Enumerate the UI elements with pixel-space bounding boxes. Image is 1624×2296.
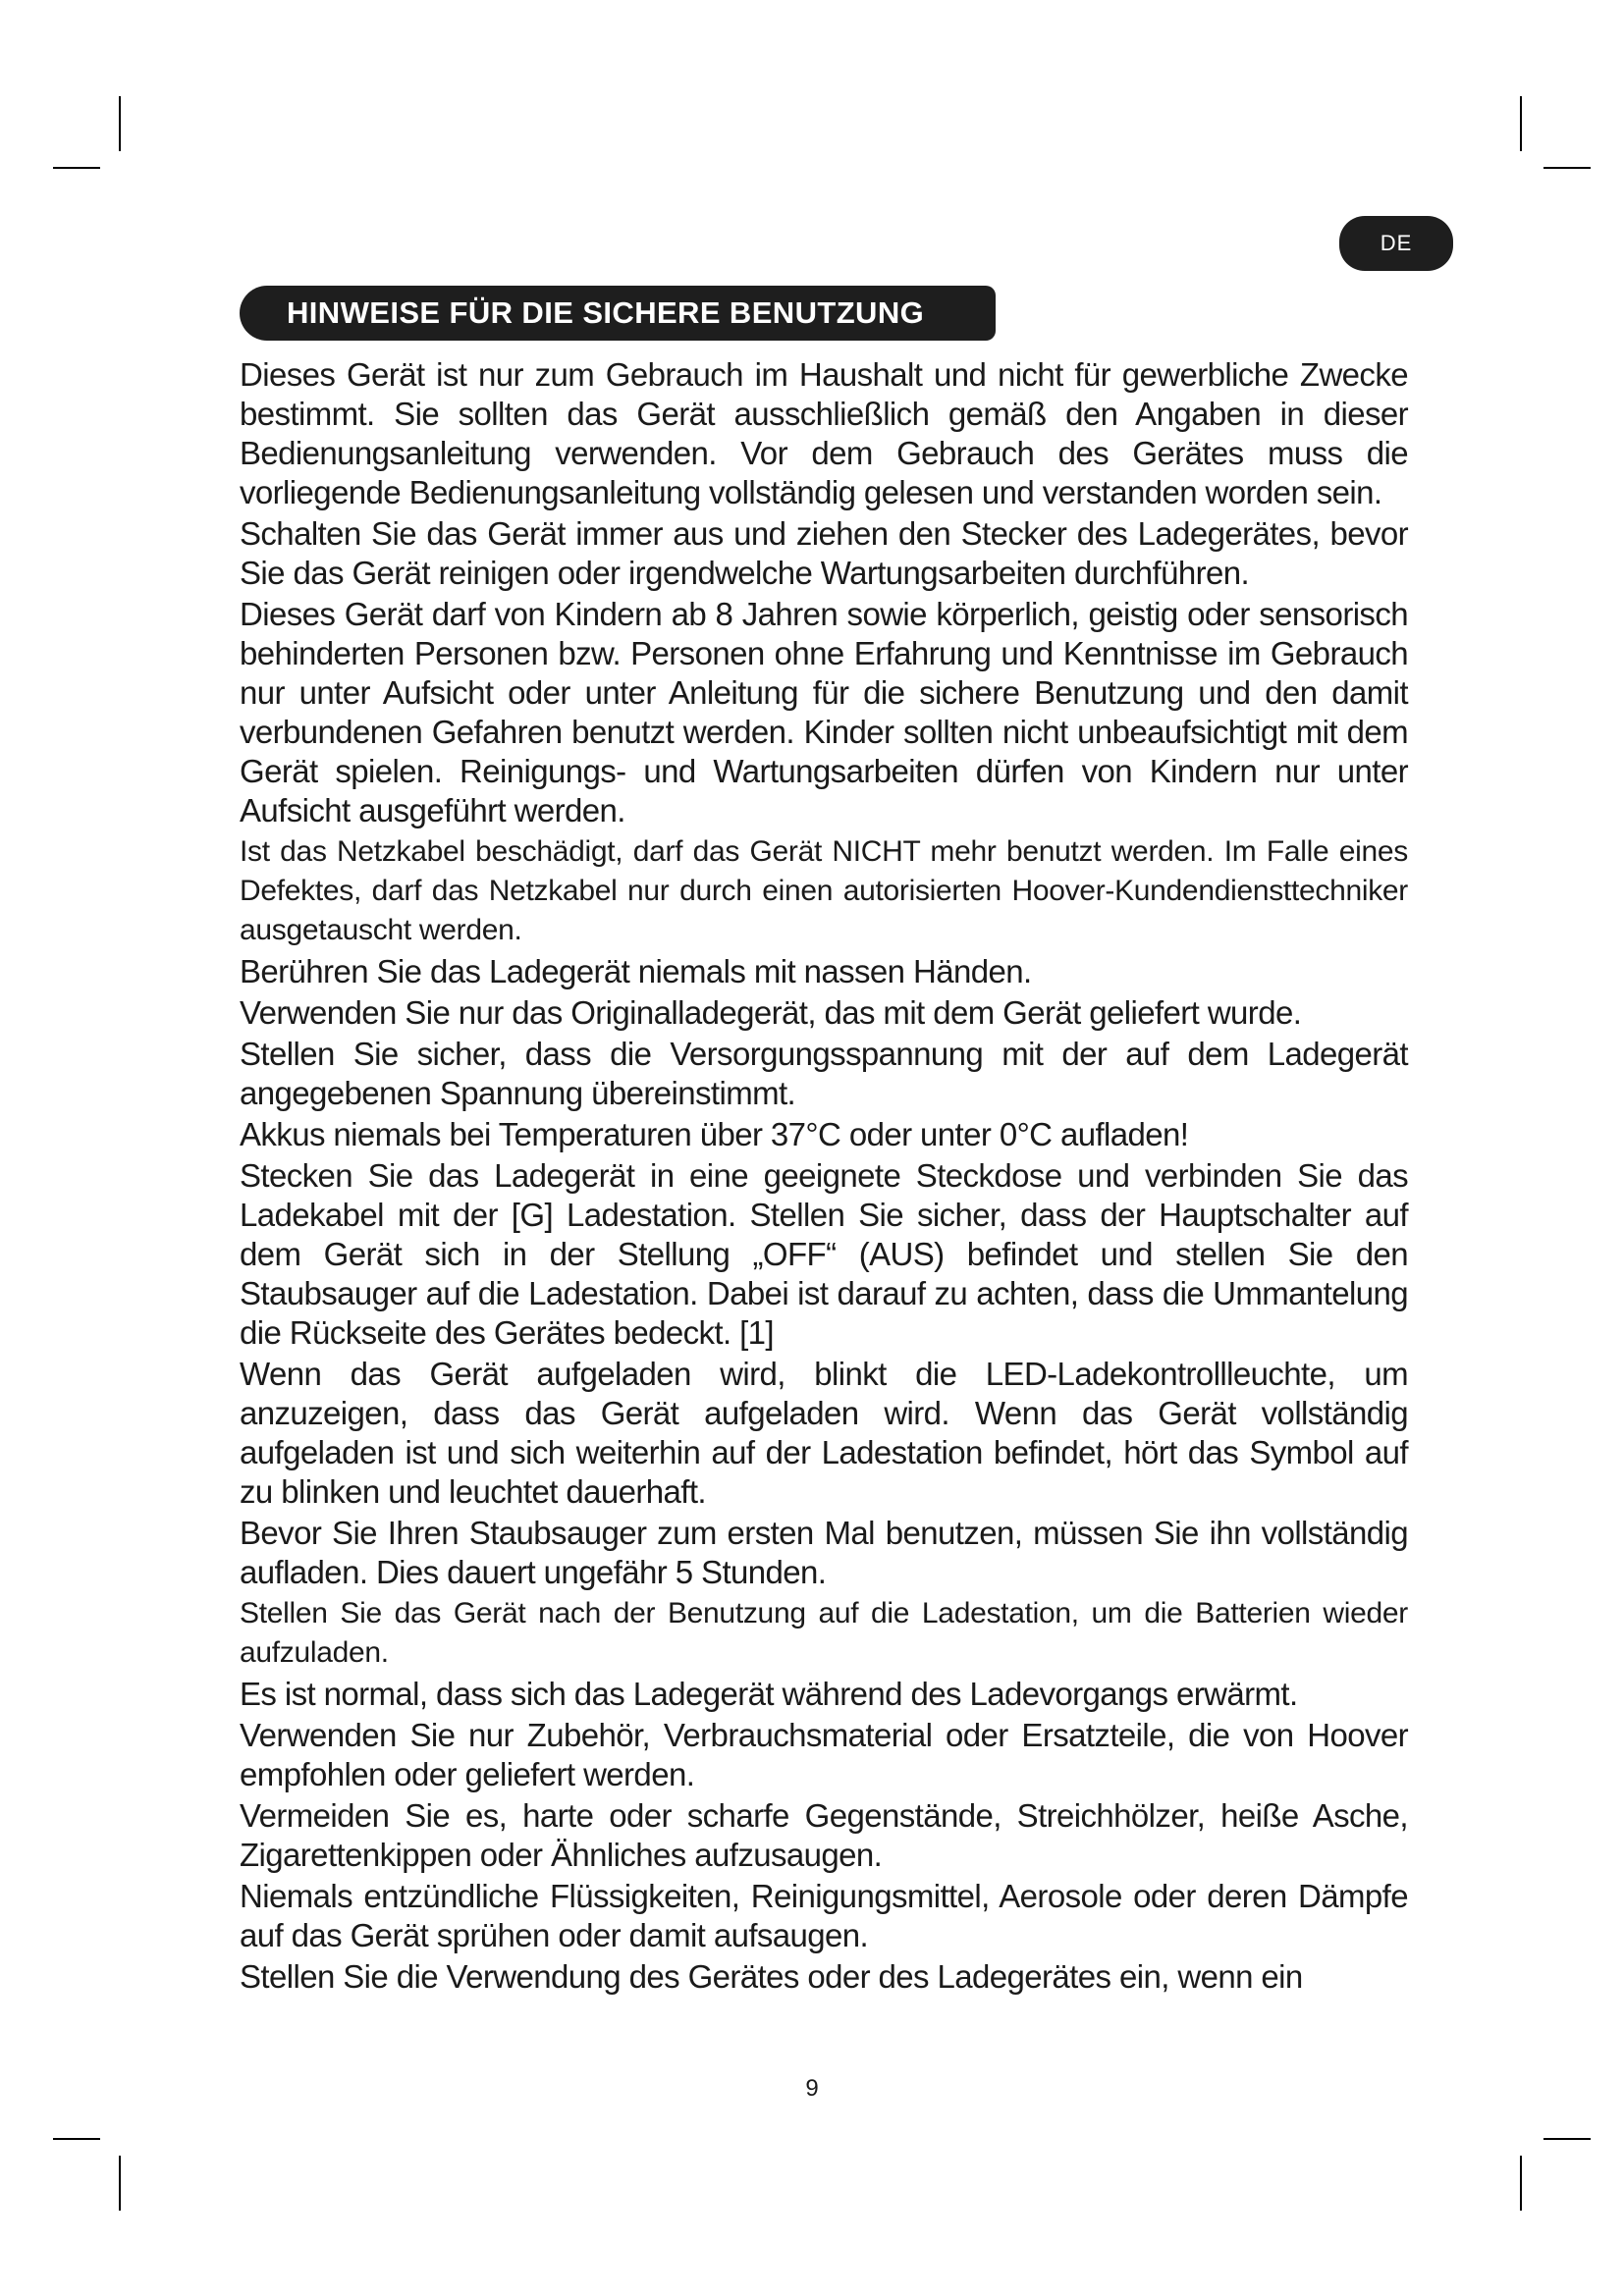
instructions-body <box>240 355 1408 1999</box>
paragraph-accessories: Verwenden Sie nur Zubehör, Verbrauchsmaterial oder Ersatzteile, die von Hoover empfohlen oder geliefert werden. <box>240 1717 1408 1792</box>
paragraph-voltage: Stellen Sie sicher, dass die Versorgungsspannung mit der auf dem Ladegerät angegebenen Spannung übereinstimmt. <box>240 1036 1408 1111</box>
crop-mark-top-left-horizontal <box>53 167 100 169</box>
crop-mark-bottom-left-horizontal <box>53 2138 100 2140</box>
paragraph-temperature: Akkus niemals bei Temperaturen über 37°C oder unter 0°C aufladen! <box>240 1116 1189 1152</box>
paragraph-original-charger: Verwenden Sie nur das Originalladegerät, das mit dem Gerät geliefert wurde. <box>240 994 1302 1031</box>
crop-mark-top-right-vertical <box>1520 96 1522 151</box>
paragraph-recharge: Stellen Sie das Gerät nach der Benutzung auf die Ladestation, um die Batterien wieder aufzuladen. <box>240 1597 1408 1669</box>
section-title: HINWEISE FÜR DIE SICHERE BENUTZUNG <box>240 286 996 341</box>
paragraph-wet-hands: Berühren Sie das Ladegerät niemals mit nassen Händen. <box>240 953 1032 989</box>
language-badge: DE <box>1339 216 1453 271</box>
paragraph-flammable-liquids: Niemals entzündliche Flüssigkeiten, Reinigungsmittel, Aerosole oder deren Dämpfe auf das Gerät sprühen oder damit aufsaugen. <box>240 1878 1408 1953</box>
paragraph-switch-off: Schalten Sie das Gerät immer aus und ziehen den Stecker des Ladegerätes, bevor Sie das Gerät reinigen oder irgendwelche Wartungsarbeiten durchführen. <box>240 515 1408 591</box>
paragraph-charging-station: Stecken Sie das Ladegerät in eine geeignete Steckdose und verbinden Sie das Ladekabel mit der [G] Ladestation. Stellen Sie sicher, dass der Hauptschalter auf dem Gerät sich in der Stellung „OFF“ (AUS) befindet und stellen Sie den Staubsauger auf die Ladestation. Dabei ist darauf zu achten, dass die Ummantelung die Rückseite des Gerätes bedeckt. [1] <box>240 1157 1408 1351</box>
paragraph-sharp-objects: Vermeiden Sie es, harte oder scharfe Gegenstände, Streichhölzer, heiße Asche, Zigarettenkippen oder Ähnliches aufzusaugen. <box>240 1797 1408 1873</box>
paragraph-power-cord: Ist das Netzkabel beschädigt, darf das Gerät NICHT mehr benutzt werden. Im Falle eines Defektes, darf das Netzkabel nur durch einen autorisierten Hoover-Kundendiensttechniker ausgetauscht werden. <box>240 835 1408 946</box>
crop-mark-top-right-horizontal <box>1543 167 1591 169</box>
paragraph-first-charge: Bevor Sie Ihren Staubsauger zum ersten Mal benutzen, müssen Sie ihn vollständig aufladen. Dies dauert ungefähr 5 Stunden. <box>240 1515 1408 1590</box>
paragraph-household-use: Dieses Gerät ist nur zum Gebrauch im Haushalt und nicht für gewerbliche Zwecke bestimmt. Sie sollten das Gerät ausschließlich gemäß den Angaben in dieser Bedienungsanleitung verwenden. Vor dem Gebrauch des Gerätes muss die vorliegende Bedienungsanleitung vollständig gelesen und verstanden worden sein. <box>240 356 1408 510</box>
crop-mark-top-left-vertical <box>119 96 121 151</box>
paragraph-stop-use: Stellen Sie die Verwendung des Gerätes oder des Ladegerätes ein, wenn ein <box>240 1958 1303 1995</box>
crop-mark-bottom-left-vertical <box>119 2156 121 2211</box>
paragraph-charger-warm: Es ist normal, dass sich das Ladegerät während des Ladevorgangs erwärmt. <box>240 1676 1298 1712</box>
paragraph-led-indicator: Wenn das Gerät aufgeladen wird, blinkt die LED-Ladekontrollleuchte, um anzuzeigen, dass das Gerät aufgeladen wird. Wenn das Gerät vollständig aufgeladen ist und sich weiterhin auf der Ladestation befindet, hört das Symbol auf zu blinken und leuchtet dauerhaft. <box>240 1356 1408 1510</box>
paragraph-children: Dieses Gerät darf von Kindern ab 8 Jahren sowie körperlich, geistig oder sensorisch behinderten Personen bzw. Personen ohne Erfahrung und Kenntnisse im Gebrauch nur unter Aufsicht oder unter Anleitung für die sichere Benutzung und den damit verbundenen Gefahren benutzt werden. Kinder sollten nicht unbeaufsichtigt mit dem Gerät spielen. Reinigungs- und Wartungsarbeiten dürfen von Kindern nur unter Aufsicht ausgeführt werden. <box>240 596 1408 828</box>
page-number: 9 <box>805 2075 819 2102</box>
crop-mark-bottom-right-horizontal <box>1543 2138 1591 2140</box>
crop-mark-bottom-right-vertical <box>1520 2156 1522 2211</box>
